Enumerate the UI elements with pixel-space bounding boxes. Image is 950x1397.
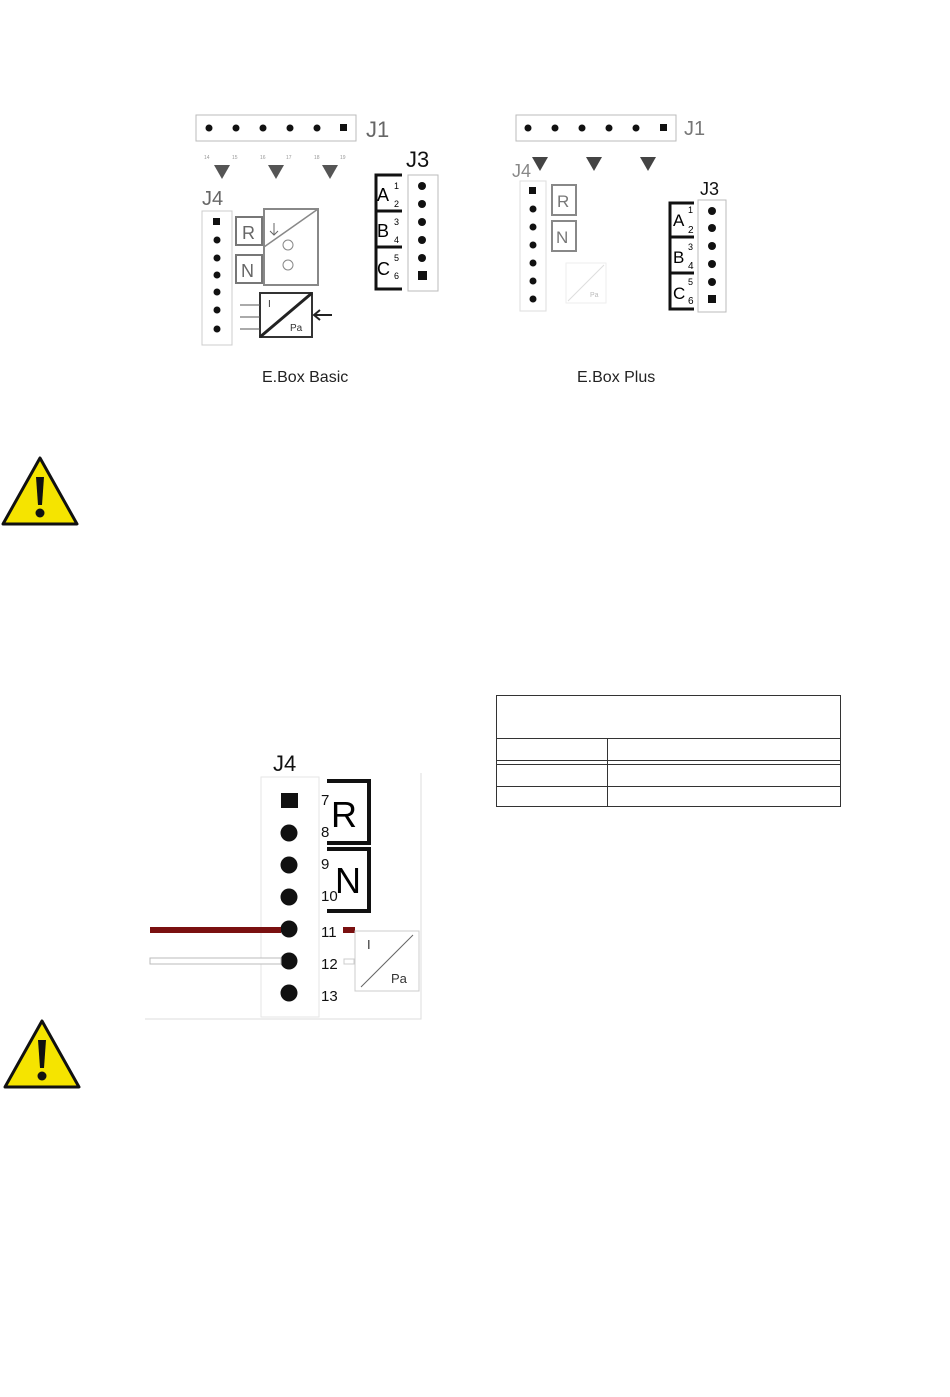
transducer-pa-plus: Pa <box>590 292 599 299</box>
j3p-pin-5: 5 <box>688 277 694 287</box>
table-cell <box>608 787 841 807</box>
table-cell <box>497 765 608 787</box>
svg-text:19: 19 <box>340 155 346 161</box>
pin-11: 11 <box>321 924 337 941</box>
caption-ebox-plus: E.Box Plus <box>577 369 656 386</box>
j3-pin-4: 4 <box>394 235 400 245</box>
table-cell <box>608 739 841 761</box>
j3-letter-a-plus: A <box>673 211 685 230</box>
j3-letter-c: C <box>377 259 390 279</box>
j3-letter-a: A <box>377 185 390 205</box>
relay-n: N <box>241 261 254 281</box>
j3-label: J3 <box>406 147 430 172</box>
caption-ebox-basic: E.Box Basic <box>262 369 349 386</box>
j3p-pin-6: 6 <box>688 296 694 307</box>
pin-7: 7 <box>321 792 330 809</box>
ebox-basic-diagram <box>190 105 450 355</box>
pin-8: 8 <box>321 824 330 841</box>
relay-r: R <box>242 223 255 243</box>
transducer-i: I <box>268 299 271 310</box>
j3-letter-c-plus: C <box>673 284 686 303</box>
detail-relay-n: N <box>335 860 361 901</box>
j4-label: J4 <box>202 188 224 210</box>
j3p-pin-2: 2 <box>688 225 694 236</box>
j3-pin-1: 1 <box>394 181 400 191</box>
detail-j4-label: J4 <box>273 751 297 776</box>
detail-relay-r: R <box>331 794 357 835</box>
pin-9: 9 <box>321 856 330 873</box>
j4-wiring-detail <box>145 745 425 1025</box>
svg-text:15: 15 <box>232 155 238 161</box>
table-cell <box>608 765 841 787</box>
pin-10: 10 <box>321 888 338 905</box>
warning-triangle-icon <box>2 1018 82 1090</box>
j3-pin-6: 6 <box>394 271 400 281</box>
j1-label-plus: J1 <box>684 118 706 140</box>
j1-header-plus <box>516 115 676 141</box>
svg-text:16: 16 <box>260 155 266 161</box>
warning-triangle-icon <box>0 455 80 527</box>
table-cell <box>497 739 608 761</box>
table-row <box>497 765 841 787</box>
wire-white <box>150 958 281 964</box>
pin-12: 12 <box>321 956 338 973</box>
j1-header <box>196 115 356 141</box>
ebox-plus-diagram <box>508 105 748 325</box>
table-cell <box>497 787 608 807</box>
j1-label: J1 <box>366 117 390 142</box>
pin-13: 13 <box>321 988 338 1005</box>
j3-pin-2: 2 <box>394 199 400 209</box>
relay-n-plus: N <box>556 228 569 247</box>
table-header-row <box>497 696 841 739</box>
j3-pin-5: 5 <box>394 253 400 263</box>
relay-r-plus: R <box>557 192 570 211</box>
svg-text:18: 18 <box>314 155 320 161</box>
wiring-table <box>496 695 841 807</box>
j3p-pin-4: 4 <box>688 261 694 272</box>
j3p-pin-1: 1 <box>688 205 694 215</box>
sensor-i: I <box>367 937 371 952</box>
j3-letter-b: B <box>377 221 390 241</box>
svg-text:17: 17 <box>286 155 292 161</box>
transducer-pa: Pa <box>290 323 303 334</box>
table-row <box>497 787 841 807</box>
j3p-pin-3: 3 <box>688 242 694 252</box>
svg-text:14: 14 <box>204 155 210 161</box>
j3-letter-b-plus: B <box>673 248 685 267</box>
j3-pin-3: 3 <box>394 217 400 227</box>
table-header-cell <box>497 696 841 739</box>
j4-label-plus: J4 <box>512 161 532 181</box>
table-row <box>497 739 841 761</box>
j3-label-plus: J3 <box>700 179 720 199</box>
sensor-pa: Pa <box>391 971 407 986</box>
